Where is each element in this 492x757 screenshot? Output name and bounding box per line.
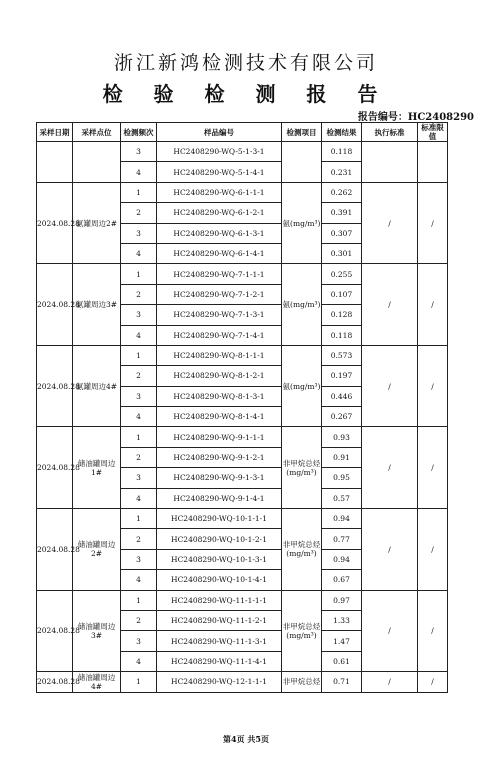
sample-id-cell: HC2408290-WQ-8-1-1-1 xyxy=(157,345,282,365)
sample-id-cell: HC2408290-WQ-9-1-4-1 xyxy=(157,488,282,508)
sample-id-cell: HC2408290-WQ-8-1-3-1 xyxy=(157,386,282,406)
column-header: 采样日期 xyxy=(37,123,73,142)
sampling-date-cell: 2024.08.28 xyxy=(37,590,73,672)
result-cell: 0.91 xyxy=(322,447,362,467)
test-item-cell: 非甲烷总烃(mg/m³) xyxy=(282,427,322,509)
result-cell: 0.57 xyxy=(322,488,362,508)
sampling-date-cell: 2024.08.28 xyxy=(37,264,73,346)
table-row xyxy=(37,264,448,284)
frequency-cell: 2 xyxy=(121,529,157,549)
test-item-cell: 氨(mg/m³) xyxy=(282,345,322,427)
result-cell: 0.573 xyxy=(322,345,362,365)
sampling-date-cell: 2024.08.28 xyxy=(37,509,73,591)
standard-cell: / xyxy=(362,427,418,509)
sampling-date-cell: 2024.08.28 xyxy=(37,672,73,692)
table-body xyxy=(37,142,448,693)
frequency-cell: 1 xyxy=(121,345,157,365)
sampling-point-cell: 储油罐周边4# xyxy=(73,672,121,692)
result-cell: 0.94 xyxy=(322,549,362,569)
column-header: 检测项目 xyxy=(282,123,322,142)
frequency-cell: 2 xyxy=(121,610,157,630)
sample-id-cell: HC2408290-WQ-8-1-2-1 xyxy=(157,366,282,386)
test-item-cell: 非甲烷总烃 xyxy=(282,672,322,692)
sampling-point-cell: 储油罐周边3# xyxy=(73,590,121,672)
result-cell: 0.307 xyxy=(322,223,362,243)
frequency-cell: 2 xyxy=(121,203,157,223)
sample-id-cell: HC2408290-WQ-6-1-2-1 xyxy=(157,203,282,223)
frequency-cell: 2 xyxy=(121,284,157,304)
frequency-cell: 1 xyxy=(121,672,157,692)
standard-cell: / xyxy=(362,264,418,346)
sample-id-cell: HC2408290-WQ-6-1-1-1 xyxy=(157,182,282,202)
frequency-cell: 2 xyxy=(121,447,157,467)
standard-cell: / xyxy=(362,672,418,692)
frequency-cell: 3 xyxy=(121,468,157,488)
limit-cell xyxy=(418,142,448,183)
sample-id-cell: HC2408290-WQ-9-1-2-1 xyxy=(157,447,282,467)
limit-cell: / xyxy=(418,509,448,591)
frequency-cell: 1 xyxy=(121,182,157,202)
sample-id-cell: HC2408290-WQ-11-1-3-1 xyxy=(157,631,282,651)
sample-id-cell: HC2408290-WQ-7-1-4-1 xyxy=(157,325,282,345)
result-cell: 0.262 xyxy=(322,182,362,202)
column-header: 标准限值 xyxy=(418,123,448,142)
frequency-cell: 3 xyxy=(121,386,157,406)
result-cell: 0.197 xyxy=(322,366,362,386)
results-table xyxy=(36,122,448,693)
result-cell: 0.95 xyxy=(322,468,362,488)
result-cell: 1.33 xyxy=(322,610,362,630)
frequency-cell: 1 xyxy=(121,427,157,447)
standard-cell: / xyxy=(362,590,418,672)
report-title: 检 验 检 测 报 告 xyxy=(102,82,390,106)
frequency-cell: 4 xyxy=(121,162,157,182)
result-cell: 0.97 xyxy=(322,590,362,610)
sample-id-cell: HC2408290-WQ-11-1-2-1 xyxy=(157,610,282,630)
table-row xyxy=(37,427,448,447)
sample-id-cell: HC2408290-WQ-6-1-4-1 xyxy=(157,243,282,263)
frequency-cell: 3 xyxy=(121,631,157,651)
sampling-point-cell xyxy=(73,142,121,183)
column-header: 执行标准 xyxy=(362,123,418,142)
sample-id-cell: HC2408290-WQ-11-1-4-1 xyxy=(157,651,282,671)
column-header: 采样点位 xyxy=(73,123,121,142)
column-header: 检测频次 xyxy=(121,123,157,142)
result-cell: 0.77 xyxy=(322,529,362,549)
test-item-cell: 非甲烷总烃(mg/m³) xyxy=(282,590,322,672)
frequency-cell: 1 xyxy=(121,590,157,610)
report-number: 报告编号：HC2408290 xyxy=(357,112,474,123)
sampling-date-cell: 2024.08.28 xyxy=(37,182,73,264)
sample-id-cell: HC2408290-WQ-9-1-1-1 xyxy=(157,427,282,447)
sample-id-cell: HC2408290-WQ-12-1-1-1 xyxy=(157,672,282,692)
column-header: 样品编号 xyxy=(157,123,282,142)
table-row xyxy=(37,590,448,610)
sampling-point-cell: 氨罐周边4# xyxy=(73,345,121,427)
sample-id-cell: HC2408290-WQ-10-1-4-1 xyxy=(157,570,282,590)
sample-id-cell: HC2408290-WQ-10-1-1-1 xyxy=(157,509,282,529)
result-cell: 0.267 xyxy=(322,407,362,427)
result-cell: 0.118 xyxy=(322,142,362,162)
sample-id-cell: HC2408290-WQ-9-1-3-1 xyxy=(157,468,282,488)
standard-cell: / xyxy=(362,182,418,264)
sample-id-cell: HC2408290-WQ-10-1-2-1 xyxy=(157,529,282,549)
test-item-cell xyxy=(282,142,322,183)
frequency-cell: 4 xyxy=(121,488,157,508)
sample-id-cell: HC2408290-WQ-7-1-3-1 xyxy=(157,305,282,325)
frequency-cell: 3 xyxy=(121,142,157,162)
sampling-point-cell: 氨罐周边3# xyxy=(73,264,121,346)
sample-id-cell: HC2408290-WQ-5-1-3-1 xyxy=(157,142,282,162)
test-item-cell: 氨(mg/m³) xyxy=(282,182,322,264)
sampling-point-cell: 氨罐周边2# xyxy=(73,182,121,264)
result-cell: 0.118 xyxy=(322,325,362,345)
sampling-point-cell: 储油罐周边1# xyxy=(73,427,121,509)
result-cell: 1.47 xyxy=(322,631,362,651)
table-row xyxy=(37,142,448,162)
limit-cell: / xyxy=(418,427,448,509)
frequency-cell: 4 xyxy=(121,325,157,345)
result-cell: 0.71 xyxy=(322,672,362,692)
sample-id-cell: HC2408290-WQ-10-1-3-1 xyxy=(157,549,282,569)
frequency-cell: 3 xyxy=(121,223,157,243)
test-item-cell: 氨(mg/m³) xyxy=(282,264,322,346)
frequency-cell: 1 xyxy=(121,509,157,529)
limit-cell: / xyxy=(418,345,448,427)
result-cell: 0.94 xyxy=(322,509,362,529)
sampling-point-cell: 储油罐周边2# xyxy=(73,509,121,591)
limit-cell: / xyxy=(418,182,448,264)
table-row xyxy=(37,345,448,365)
frequency-cell: 4 xyxy=(121,407,157,427)
table-row xyxy=(37,509,448,529)
sample-id-cell: HC2408290-WQ-6-1-3-1 xyxy=(157,223,282,243)
standard-cell: / xyxy=(362,345,418,427)
frequency-cell: 4 xyxy=(121,243,157,263)
sample-id-cell: HC2408290-WQ-8-1-4-1 xyxy=(157,407,282,427)
table-row xyxy=(37,672,448,692)
result-cell: 0.391 xyxy=(322,203,362,223)
result-cell: 0.446 xyxy=(322,386,362,406)
frequency-cell: 3 xyxy=(121,305,157,325)
standard-cell: / xyxy=(362,509,418,591)
frequency-cell: 1 xyxy=(121,264,157,284)
result-cell: 0.128 xyxy=(322,305,362,325)
sampling-date-cell xyxy=(37,142,73,183)
sample-id-cell: HC2408290-WQ-7-1-2-1 xyxy=(157,284,282,304)
result-cell: 0.93 xyxy=(322,427,362,447)
sampling-date-cell: 2024.08.28 xyxy=(37,345,73,427)
sample-id-cell: HC2408290-WQ-11-1-1-1 xyxy=(157,590,282,610)
frequency-cell: 4 xyxy=(121,651,157,671)
result-cell: 0.61 xyxy=(322,651,362,671)
page-number: 第4页 共5页 xyxy=(223,734,269,744)
sample-id-cell: HC2408290-WQ-7-1-1-1 xyxy=(157,264,282,284)
result-cell: 0.301 xyxy=(322,243,362,263)
limit-cell: / xyxy=(418,672,448,692)
result-cell: 0.231 xyxy=(322,162,362,182)
sampling-date-cell: 2024.08.28 xyxy=(37,427,73,509)
frequency-cell: 2 xyxy=(121,366,157,386)
table-header-row xyxy=(37,123,448,142)
frequency-cell: 3 xyxy=(121,549,157,569)
test-item-cell: 非甲烷总烃(mg/m³) xyxy=(282,509,322,591)
result-cell: 0.67 xyxy=(322,570,362,590)
sample-id-cell: HC2408290-WQ-5-1-4-1 xyxy=(157,162,282,182)
column-header: 检测结果 xyxy=(322,123,362,142)
table-row xyxy=(37,182,448,202)
company-name: 浙江新鸿检测技术有限公司 xyxy=(113,52,378,74)
result-cell: 0.255 xyxy=(322,264,362,284)
result-cell: 0.107 xyxy=(322,284,362,304)
limit-cell: / xyxy=(418,590,448,672)
standard-cell xyxy=(362,142,418,183)
frequency-cell: 4 xyxy=(121,570,157,590)
limit-cell: / xyxy=(418,264,448,346)
